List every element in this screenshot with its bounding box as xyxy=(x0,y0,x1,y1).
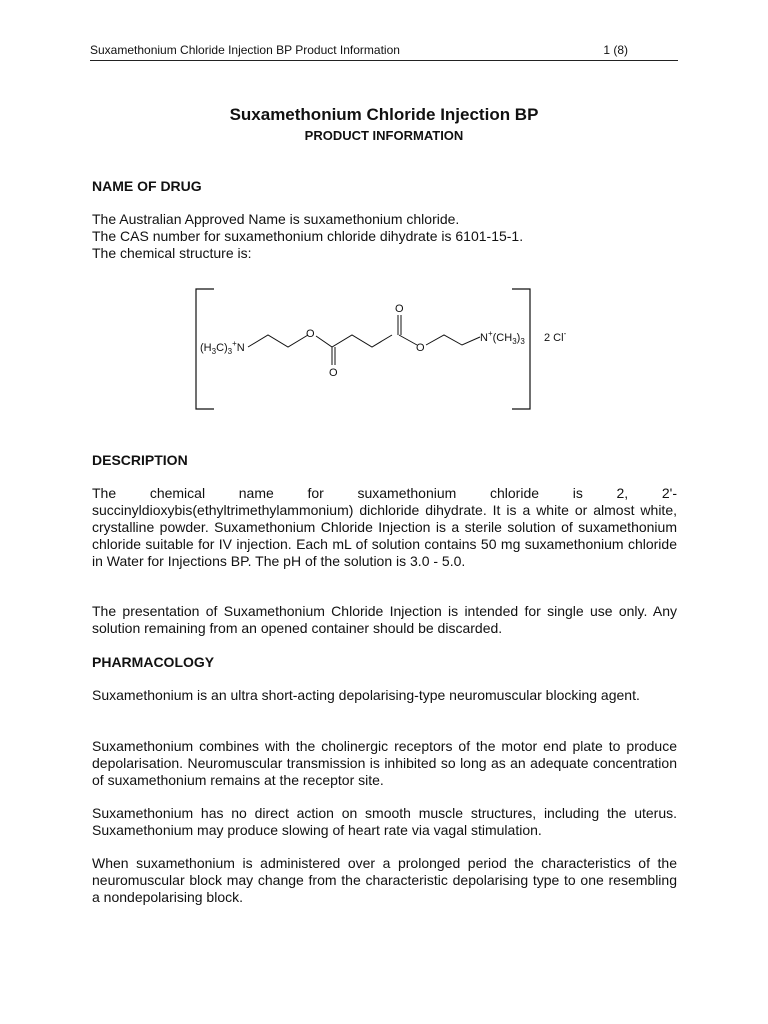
pharmacology-paragraph-1: Suxamethonium is an ultra short-acting depolarising-type neuromuscular blocking agent. xyxy=(92,687,640,703)
right-bracket xyxy=(512,289,530,409)
structure-intro-line: The chemical structure is: xyxy=(92,245,252,261)
heading-pharmacology: PHARMACOLOGY xyxy=(92,654,215,670)
header-doc-title: Suxamethonium Chloride Injection BP Product Information xyxy=(90,43,400,57)
approved-name-line: The Australian Approved Name is suxamethonium chloride. xyxy=(92,211,460,227)
chemical-structure-diagram xyxy=(190,285,590,415)
right-ammonium-group: $N^+(CH_3)_3$ xyxy=(480,329,525,346)
ester-oxygen-left: O xyxy=(306,328,315,340)
document-subtitle: PRODUCT INFORMATION xyxy=(304,128,464,143)
document-title: Suxamethonium Chloride Injection BP xyxy=(229,105,539,124)
description-paragraph-2: The presentation of Suxamethonium Chloride Injection is intended for single use only. Any solution remaining from an opened container should be discarded. xyxy=(92,603,677,636)
carbonyl-oxygen-bottom: O xyxy=(329,367,338,379)
left-ammonium-group: $(H_3C)_3^+N$ xyxy=(200,339,245,356)
header-page-number: 1 (8) xyxy=(603,43,628,57)
running-header xyxy=(90,42,678,61)
ester-oxygen-right: O xyxy=(416,342,425,354)
description-paragraph-1: The chemical name for suxamethonium chloride is 2, 2'-succinyldioxybis(ethyltrimethylammonium) dichloride dihydrate. It is a white or almost white, crystalline powder. Suxamethonium Chloride Injection is a sterile solution of suxamethonium chloride suitable for IV injection. Each mL of solution contains 50 mg suxamethonium chloride in Water for Injections BP. The pH of the solution is 3.0 - 5.0. xyxy=(92,485,677,569)
molecule-backbone xyxy=(248,335,308,347)
pharmacology-paragraph-3: Suxamethonium has no direct action on smooth muscle structures, including the uterus. Suxamethonium may produce slowing of heart rate via vagal stimulation. xyxy=(92,805,677,838)
chloride-counterion: 2 Cl- xyxy=(544,329,567,344)
cas-number-line: The CAS number for suxamethonium chloride dihydrate is 6101-15-1. xyxy=(92,228,524,244)
name-of-drug-text xyxy=(92,211,677,262)
heading-description: DESCRIPTION xyxy=(92,452,188,468)
pharmacology-paragraph-4: When suxamethonium is administered over a prolonged period the characteristics of the neuromuscular block may change from the characteristic depolarising type to one resembling a nondepolarising block. xyxy=(92,855,677,905)
pharmacology-paragraph-2: Suxamethonium combines with the cholinergic receptors of the motor end plate to produce depolarisation. Neuromuscular transmission is inhibited so long as an adequate concentration of suxamethonium remains at the receptor site. xyxy=(92,738,677,788)
carbonyl-oxygen-top: O xyxy=(395,303,404,315)
heading-name-of-drug: NAME OF DRUG xyxy=(92,178,202,194)
molecule-backbone-center xyxy=(316,335,392,347)
